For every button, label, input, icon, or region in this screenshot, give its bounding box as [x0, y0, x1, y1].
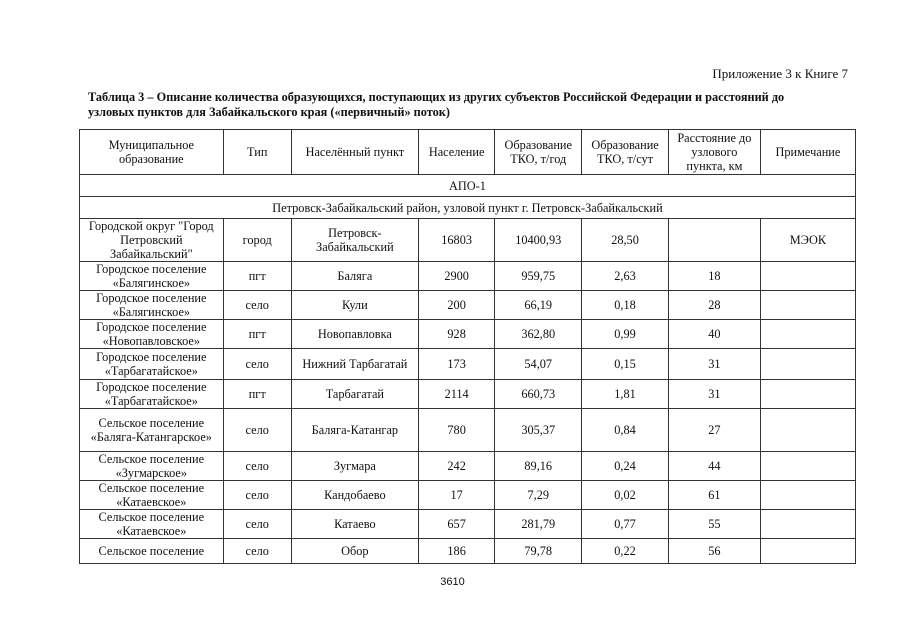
cell-municipality: Городское поселение «Тарбагатайское»: [80, 380, 224, 409]
cell-note: МЭОК: [760, 219, 855, 262]
cell-distance: [668, 219, 760, 262]
cell-settlement: Обор: [291, 539, 418, 564]
cell-municipality: Городское поселение «Новопавловское»: [80, 320, 224, 349]
cell-tko-year: 660,73: [495, 380, 582, 409]
cell-type: село: [223, 481, 291, 510]
table-row: [80, 320, 856, 349]
cell-distance: 55: [668, 510, 760, 539]
header-distance: Расстояние до узлового пункта, км: [668, 130, 760, 175]
cell-tko-day: 0,77: [582, 510, 669, 539]
cell-note: [760, 349, 855, 380]
cell-tko-day: 0,24: [582, 452, 669, 481]
cell-municipality: Сельское поселение «Катаевское»: [80, 481, 224, 510]
cell-tko-day: 0,02: [582, 481, 669, 510]
cell-tko-day: 2,63: [582, 262, 669, 291]
cell-type: село: [223, 291, 291, 320]
cell-note: [760, 380, 855, 409]
cell-note: [760, 291, 855, 320]
cell-distance: 56: [668, 539, 760, 564]
cell-note: [760, 409, 855, 452]
cell-note: [760, 510, 855, 539]
district-row: [80, 197, 856, 219]
cell-note: [760, 320, 855, 349]
cell-population: 780: [418, 409, 494, 452]
cell-population: 173: [418, 349, 494, 380]
cell-distance: 31: [668, 349, 760, 380]
cell-municipality: Городской округ "Город Петровский Забайкальский": [80, 219, 224, 262]
cell-settlement: Тарбагатай: [291, 380, 418, 409]
header-tko-day: Образование ТКО, т/сут: [582, 130, 669, 175]
cell-type: пгт: [223, 262, 291, 291]
cell-tko-day: 28,50: [582, 219, 669, 262]
waste-table: [79, 129, 856, 564]
cell-settlement: Зугмара: [291, 452, 418, 481]
header-type: Тип: [223, 130, 291, 175]
cell-settlement: Кандобаево: [291, 481, 418, 510]
cell-tko-year: 362,80: [495, 320, 582, 349]
cell-distance: 27: [668, 409, 760, 452]
cell-type: село: [223, 349, 291, 380]
cell-distance: 28: [668, 291, 760, 320]
cell-type: село: [223, 539, 291, 564]
cell-tko-year: 959,75: [495, 262, 582, 291]
table-row: [80, 409, 856, 452]
section-title: АПО-1: [80, 175, 856, 197]
cell-type: село: [223, 452, 291, 481]
cell-municipality: Городское поселение «Балягинское»: [80, 291, 224, 320]
cell-tko-year: 7,29: [495, 481, 582, 510]
cell-population: 16803: [418, 219, 494, 262]
appendix-label: Приложение 3 к Книге 7: [712, 66, 848, 81]
cell-tko-day: 0,22: [582, 539, 669, 564]
header-population: Население: [418, 130, 494, 175]
cell-population: 186: [418, 539, 494, 564]
cell-municipality: Сельское поселение «Баляга-Катангарское»: [80, 409, 224, 452]
cell-type: город: [223, 219, 291, 262]
cell-tko-day: 0,99: [582, 320, 669, 349]
cell-tko-year: 281,79: [495, 510, 582, 539]
cell-population: 928: [418, 320, 494, 349]
cell-type: село: [223, 409, 291, 452]
district-title: Петровск-Забайкальский район, узловой пункт г. Петровск-Забайкальский: [80, 197, 856, 219]
cell-municipality: Городское поселение «Тарбагатайское»: [80, 349, 224, 380]
table-row: [80, 219, 856, 262]
cell-settlement: Баляга-Катангар: [291, 409, 418, 452]
cell-settlement: Катаево: [291, 510, 418, 539]
table-caption: Таблица 3 – Описание количества образующихся, поступающих из других субъектов Российской Федерации и расстояний до узловых пунктов для Забайкальского края («первичный» поток): [88, 90, 785, 119]
cell-settlement: Баляга: [291, 262, 418, 291]
section-row: [80, 175, 856, 197]
cell-settlement: Петровск-Забайкальский: [291, 219, 418, 262]
table-row: [80, 452, 856, 481]
cell-settlement: Кули: [291, 291, 418, 320]
cell-distance: 31: [668, 380, 760, 409]
header-tko-year: Образование ТКО, т/год: [495, 130, 582, 175]
cell-note: [760, 539, 855, 564]
cell-distance: 18: [668, 262, 760, 291]
page-number: 3610: [440, 576, 465, 588]
cell-distance: 61: [668, 481, 760, 510]
cell-settlement: Новопавловка: [291, 320, 418, 349]
cell-population: 200: [418, 291, 494, 320]
cell-note: [760, 481, 855, 510]
cell-note: [760, 452, 855, 481]
header-row: [80, 130, 856, 175]
cell-population: 2900: [418, 262, 494, 291]
cell-tko-day: 0,15: [582, 349, 669, 380]
table-row: [80, 349, 856, 380]
cell-tko-year: 305,37: [495, 409, 582, 452]
cell-municipality: Городское поселение «Балягинское»: [80, 262, 224, 291]
table-row: [80, 510, 856, 539]
cell-settlement: Нижний Тарбагатай: [291, 349, 418, 380]
cell-population: 17: [418, 481, 494, 510]
cell-tko-day: 0,84: [582, 409, 669, 452]
table-row: [80, 262, 856, 291]
table-row: [80, 539, 856, 564]
header-settlement: Населённый пункт: [291, 130, 418, 175]
cell-municipality: Сельское поселение «Зугмарское»: [80, 452, 224, 481]
cell-distance: 44: [668, 452, 760, 481]
cell-municipality: Сельское поселение «Катаевское»: [80, 510, 224, 539]
cell-population: 657: [418, 510, 494, 539]
cell-tko-year: 79,78: [495, 539, 582, 564]
cell-tko-day: 1,81: [582, 380, 669, 409]
header-note: Примечание: [760, 130, 855, 175]
cell-type: пгт: [223, 320, 291, 349]
header-municipality: Муниципальное образование: [80, 130, 224, 175]
cell-note: [760, 262, 855, 291]
cell-tko-day: 0,18: [582, 291, 669, 320]
cell-tko-year: 10400,93: [495, 219, 582, 262]
cell-type: пгт: [223, 380, 291, 409]
cell-tko-year: 54,07: [495, 349, 582, 380]
cell-distance: 40: [668, 320, 760, 349]
cell-population: 2114: [418, 380, 494, 409]
cell-tko-year: 89,16: [495, 452, 582, 481]
cell-tko-year: 66,19: [495, 291, 582, 320]
table-row: [80, 481, 856, 510]
table-body: [80, 130, 856, 564]
table-row: [80, 380, 856, 409]
cell-type: село: [223, 510, 291, 539]
cell-population: 242: [418, 452, 494, 481]
table-row: [80, 291, 856, 320]
cell-municipality: Сельское поселение: [80, 539, 224, 564]
